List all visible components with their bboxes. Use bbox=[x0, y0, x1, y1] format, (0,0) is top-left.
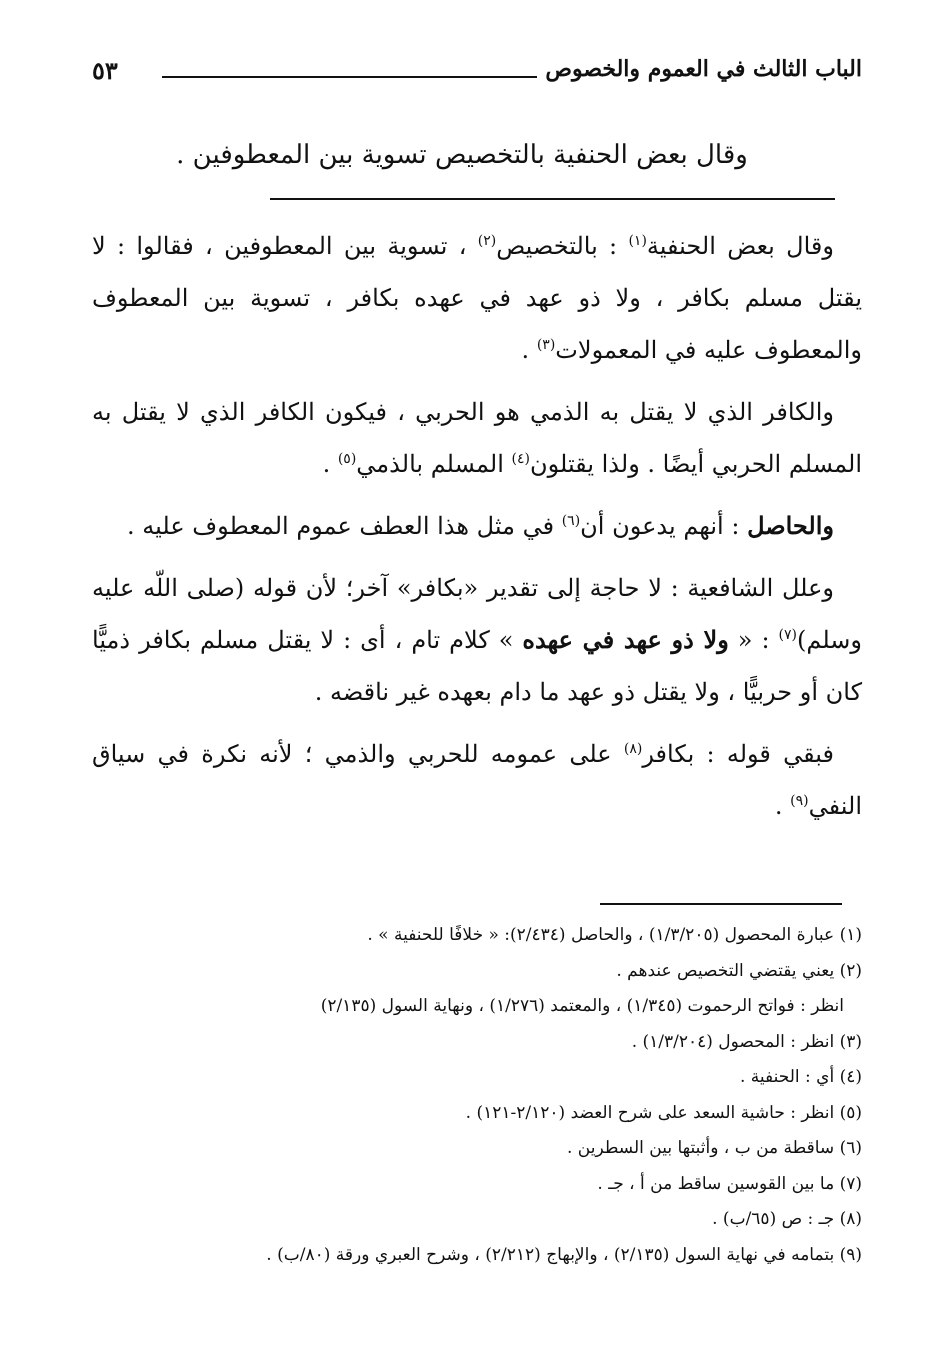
quoted-matn-heading: وقال بعض الحنفية بالتخصيص تسوية بين المعطوفين . bbox=[176, 140, 748, 170]
text-run: . bbox=[322, 450, 338, 478]
footnote-item: (١) عبارة المحصول (١/٣/٢٠٥) ، والحاصل (٢/٤٣٤): « خلافًا للحنفية » . bbox=[367, 925, 862, 945]
commentary-body bbox=[92, 220, 862, 842]
footnote-item: (٢) يعني يقتضي التخصيص عندهم . bbox=[616, 960, 862, 981]
footnote-marker[interactable]: (٨) bbox=[623, 741, 643, 757]
footnote-item: (٨) جـ : ص (٦٥/ب) . bbox=[712, 1209, 862, 1229]
text-run: . bbox=[521, 336, 537, 364]
footnote-marker[interactable]: (٩) bbox=[790, 793, 809, 809]
paragraph-5 bbox=[92, 728, 862, 832]
footnote-item: (٦) ساقطة من ب ، وأثبتها بين السطرين . bbox=[566, 1138, 862, 1158]
text-run: وعلل الشافعية : لا حاجة إلى تقدير «بكافر» آخر؛ لأن قوله (صلى اللّه عليه وسلم) bbox=[92, 574, 862, 654]
text-run: : « bbox=[728, 626, 779, 654]
text-run: فبقي قوله : بكافر bbox=[642, 740, 834, 768]
footnote-item: (٥) انظر : حاشية السعد على شرح العضد (٢/١٢٠-١٢١) . bbox=[465, 1102, 862, 1123]
text-run: ، تسوية بين المعطوفين ، فقالوا : لا يقتل مسلم بكافر ، ولا ذو عهد في عهده بكافر ، تسوية بين المعطوف والمعطوف عليه في المعمولات bbox=[92, 232, 862, 364]
hadith-quote: ولا ذو عهد في عهده bbox=[522, 625, 729, 654]
footnotes bbox=[92, 918, 862, 1273]
text-run: : أنهم يدعون أن bbox=[580, 512, 748, 540]
footnote-continuation: انظر : فواتح الرحموت (١/٣٤٥) ، والمعتمد (١/٢٧٦) ، ونهاية السول (٢/١٣٥) bbox=[320, 996, 844, 1016]
footnote-marker[interactable]: (٢) bbox=[477, 233, 497, 249]
paragraph-3 bbox=[92, 500, 862, 552]
text-run: » كلام تام ، أى : لا يقتل مسلم بكافر ذميًّا كان أو حربيًّا ، ولا يقتل ذو عهد ما دام بعهده غير ناقضه . bbox=[92, 626, 862, 706]
paragraph-4 bbox=[92, 562, 862, 718]
text-run: على عمومه للحربي والذمي ؛ لأنه نكرة في سياق النفي bbox=[92, 740, 862, 820]
footnote-marker[interactable]: (٥) bbox=[337, 451, 357, 467]
footnote-item: (٧) ما بين القوسين ساقط من أ ، جـ . bbox=[597, 1173, 862, 1194]
footnote-item: (٩) بتمامه في نهاية السول (٢/١٣٥) ، والإبهاج (٢/٢١٢) ، وشرح العبري ورقة (٨٠/ب) . bbox=[266, 1244, 862, 1265]
page-header bbox=[92, 52, 862, 96]
text-run: : بالتخصيص bbox=[496, 232, 629, 260]
footnote-item: (٣) انظر : المحصول (١/٣/٢٠٤) . bbox=[631, 1031, 862, 1052]
footnote-marker[interactable]: (٣) bbox=[536, 337, 556, 353]
running-title: الباب الثالث في العموم والخصوص bbox=[545, 56, 862, 82]
footnote-marker[interactable]: (٤) bbox=[511, 451, 530, 467]
footnote-marker[interactable]: (١) bbox=[628, 233, 647, 249]
text-run: المسلم بالذمي bbox=[356, 450, 512, 478]
header-rule bbox=[162, 76, 537, 78]
footnote-item: (٤) أي : الحنفية . bbox=[739, 1067, 862, 1087]
footnote-marker[interactable]: (٧) bbox=[778, 627, 798, 643]
page-number: ٥٣ bbox=[92, 56, 118, 85]
text-run: والكافر الذي لا يقتل به الذمي هو الحربي ، فيكون الكافر الذي لا يقتل به المسلم الحربي أيضًا . ولذا يقتلون bbox=[92, 398, 862, 478]
text-run: . bbox=[774, 792, 791, 820]
heading-rule bbox=[270, 198, 835, 200]
paragraph-2 bbox=[92, 386, 862, 490]
text-run: في مثل هذا العطف عموم المعطوف عليه . bbox=[127, 512, 562, 540]
lead-word: والحاصل bbox=[747, 511, 834, 540]
paragraph-1 bbox=[92, 220, 862, 376]
footnote-marker[interactable]: (٦) bbox=[561, 513, 581, 529]
text-run: وقال بعض الحنفية bbox=[646, 232, 834, 260]
footnote-separator bbox=[600, 903, 842, 905]
